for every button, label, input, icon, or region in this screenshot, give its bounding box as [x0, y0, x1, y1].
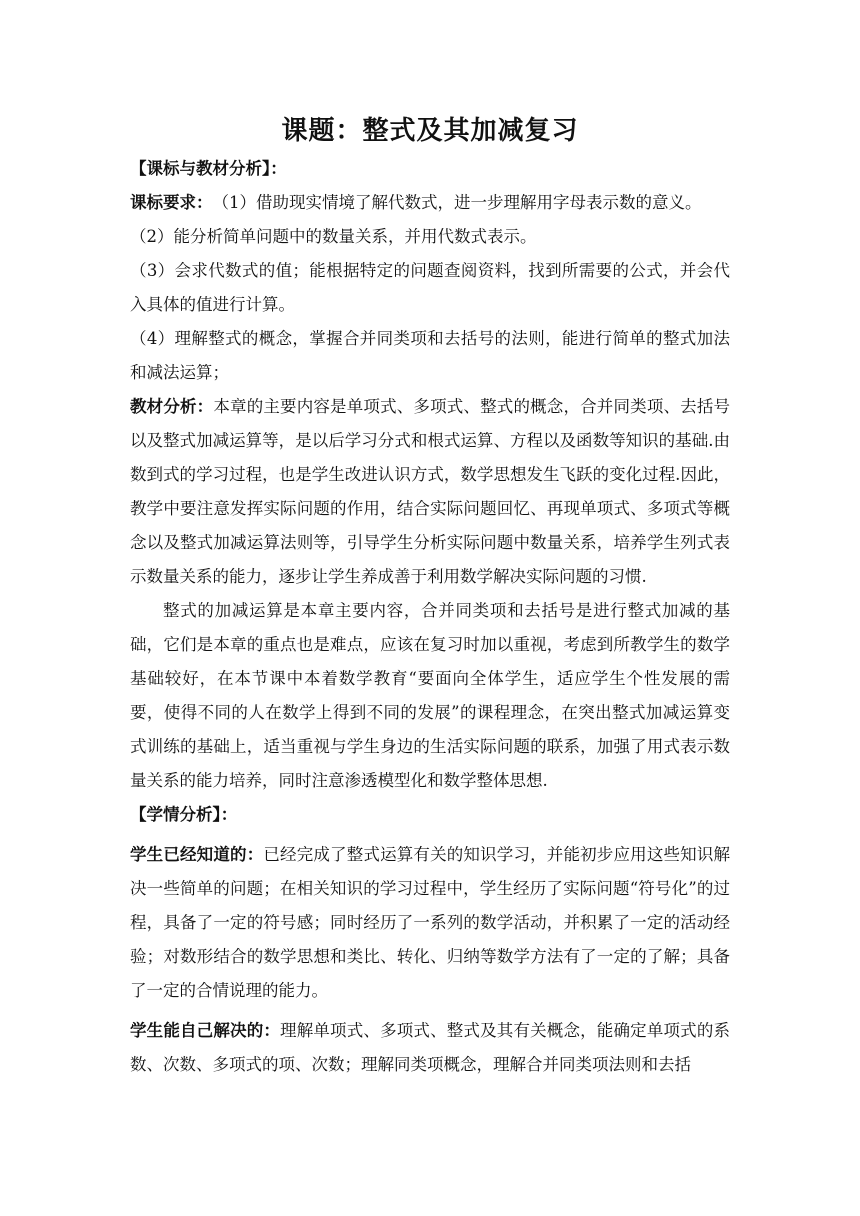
students-known-label: 学生已经知道的：	[130, 845, 264, 864]
textbook-analysis-paragraph-2: 整式的加减运算是本章主要内容，合并同类项和去括号是进行整式加减的基础，它们是本章的重点也是难点，应该在复习时加以重视，考虑到所教学生的数学基础较好，在本节课中本着数学教育“要面向全体学生，适应学生个性发展的需要，使得不同的人在数学上得到不同的发展”的课程理念，在突出整式加减运算变式训练的基础上，适当重视与学生身边的生活实际问题的联系，加强了用式表示数量关系的能力培养，同时注意渗透模型化和数学整体思想.	[130, 601, 730, 790]
textbook-analysis-label: 教材分析：	[130, 397, 214, 416]
document-body	[130, 152, 730, 1082]
curriculum-requirement-3: （3）会求代数式的值；能根据特定的问题查阅资料，找到所需要的公式，并会代入具体的值进行计算。	[130, 261, 730, 314]
students-can-solve-label: 学生能自己解决的：	[130, 1021, 281, 1040]
textbook-analysis	[130, 390, 730, 594]
section-heading-students: 【学情分析】：	[130, 805, 238, 824]
students-can-solve	[130, 1014, 730, 1082]
curriculum-requirement-2: （2）能分析简单问题中的数量关系，并用代数式表示。	[130, 227, 537, 246]
section-heading-curriculum: 【课标与教材分析】：	[130, 159, 287, 178]
document-title: 课题：整式及其加减复习	[281, 116, 579, 146]
curriculum-requirement-1	[130, 186, 730, 220]
students-can-solve-text: 理解单项式、多项式、整式及其有关概念，能确定单项式的系数、次数、多项式的项、次数；理解同类项概念，理解合并同类项法则和去括	[130, 1021, 731, 1074]
students-known	[130, 838, 730, 1008]
curriculum-requirement-text-1: （1）借助现实情境了解代数式，进一步理解用字母表示数的意义。	[204, 193, 702, 212]
textbook-analysis-text: 本章的主要内容是单项式、多项式、整式的概念，合并同类项、去括号以及整式加减运算等，是以后学习分式和根式运算、方程以及函数等知识的基础.由数到式的学习过程，也是学生改进认识方式，数学思想发生飞跃的变化过程.因此，教学中要注意发挥实际问题的作用，结合实际问题回忆、再现单项式、多项式等概念以及整式加减运算法则等，引导学生分析实际问题中数量关系，培养学生列式表示数量关系的能力，逐步让学生养成善于利用数学解决实际问题的习惯.	[130, 397, 731, 586]
students-known-text: 已经完成了整式运算有关的知识学习，并能初步应用这些知识解决一些简单的问题；在相关知识的学习过程中，学生经历了实际问题“符号化”的过程，具备了一定的符号感；同时经历了一系列的数学活动，并积累了一定的活动经验；对数形结合的数学思想和类比、转化、归纳等数学方法有了一定的了解；具备了一定的合情说理的能力。	[130, 845, 731, 1000]
curriculum-requirement-label: 课标要求：	[130, 193, 205, 212]
curriculum-requirement-4: （4）理解整式的概念，掌握合并同类项和去括号的法则，能进行简单的整式加法和减法运算；	[130, 329, 730, 382]
